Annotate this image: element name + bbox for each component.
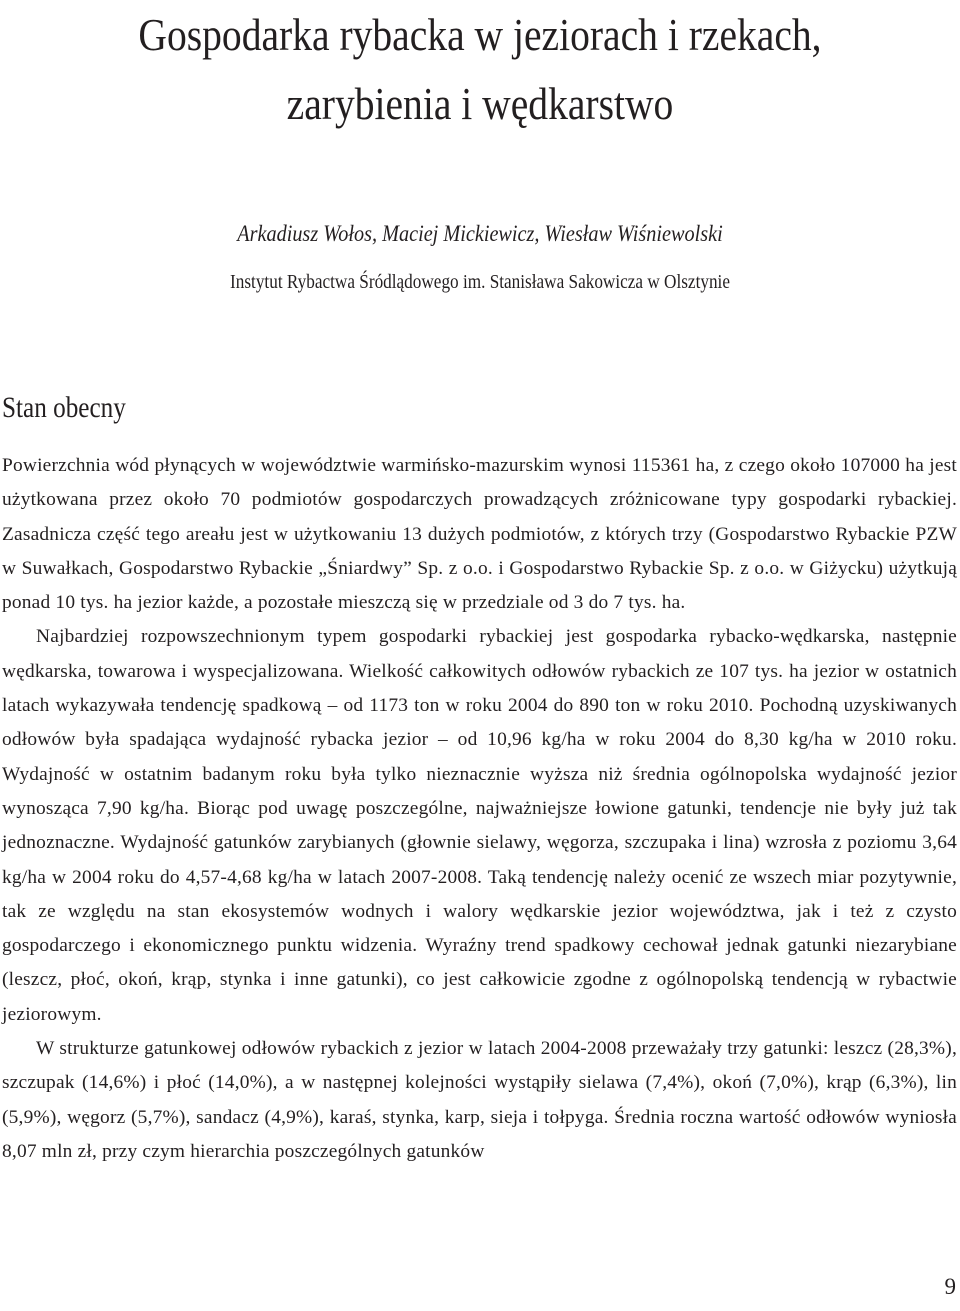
paragraph-1: Powierzchnia wód płynących w województwie warmińsko-mazurskim wynosi 115361 ha, z czego około 107000 ha jest użytkowana przez około 70 podmiotów gospodarczych prowadzących zróżnicowane typy gospodarki rybackiej. Zasadnicza część tego areału jest w użytkowaniu 13 dużych podmiotów, z których trzy (Gospodarstwo Rybackie PZW w Suwałkach, Gospodarstwo Rybackie „Śniardwy” Sp. z o.o. i Gospodarstwo Rybackie Sp. z o.o. w Giżycku) użytkują ponad 10 tys. ha jezior każde, a pozostałe mieszczą się w przedziale od 3 do 7 tys. ha. [2,455,957,614]
title-line-1: Gospodarka rybacka w jeziorach i rzekach, [138,9,822,60]
body-text [2,449,957,1169]
document-title [67,0,893,138]
paragraph-3: W strukturze gatunkowej odłowów rybackich z jezior w latach 2004-2008 przeważały trzy gatunki: leszcz (28,3%), szczupak (14,6%) i płoć (14,0%), a w następnej kolejności wystąpiły sielawa (7,4%), okoń (7,0%), krąp (6,3%), lin (5,9%), węgorz (5,7%), sandacz (4,9%), karaś, stynka, karp, sieja i tołpyga. Średnia roczna wartość odłowów wyniosła 8,07 mln zł, przy czym hierarchia poszczególnych gatunków [2,1038,957,1162]
page-number: 9 [944,1274,956,1299]
title-line-2: zarybienia i wędkarstwo [286,78,674,129]
institute-affiliation: Instytut Rybactwa Śródlądowego im. Stanisława Sakowicza w Olsztynie [230,271,730,293]
authors-line: Arkadiusz Wołos, Maciej Mickiewicz, Wiesław Wiśniewolski [237,221,723,246]
section-heading: Stan obecny [2,391,126,424]
paragraph-2: Najbardziej rozpowszechnionym typem gospodarki rybackiej jest gospodarka rybacko-wędkarska, następnie wędkarska, towarowa i wyspecjalizowana. Wielkość całkowitych odłowów rybackich ze 107 tys. ha jezior w ostatnich latach wykazywała tendencję spadkową – od 1173 ton w roku 2004 do 890 ton w roku 2010. Pochodną uzyskiwanych odłowów była spadająca wydajność rybacka jezior – od 10,96 kg/ha w roku 2004 do 8,30 kg/ha w 2010 roku. Wydajność w ostatnim badanym roku była tylko nieznacznie wyższa niż średnia ogólnopolska wydajność jezior wynosząca 7,90 kg/ha. Biorąc pod uwagę poszczególne, najważniejsze łowione gatunki, tendencje nie były już tak jednoznaczne. Wydajność gatunków zarybianych (głownie sielawy, węgorza, szczupaka i lina) wzrosła z poziomu 3,64 kg/ha w 2004 roku do 4,57-4,68 kg/ha w latach 2007-2008. Taką tendencję należy ocenić ze wszech miar pozytywnie, tak ze względu na stan ekosystemów wodnych i walory wędkarskie jezior województwa, jak i też z czysto gospodarczego i ekonomicznego punktu widzenia. Wyraźny trend spadkowy cechował jednak gatunki niezarybiane (leszcz, płoć, okoń, krąp, stynka i inne gatunki), co jest całkowicie zgodne z ogólnopolską tendencją w rybactwie jeziorowym. [2,626,957,1025]
